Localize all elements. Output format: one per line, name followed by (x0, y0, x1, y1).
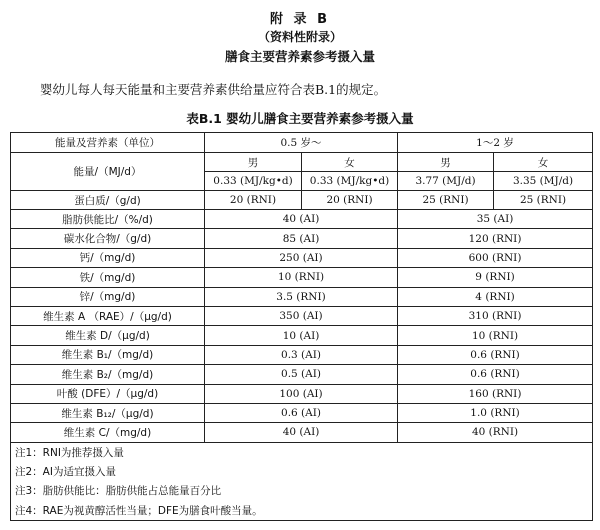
table-row (11, 248, 593, 267)
header-label-cell: 能量及营养素（单位） (11, 133, 205, 153)
energy-sex-row (11, 153, 593, 172)
nutrient-label: 维生素 D/（μg/d) (11, 326, 205, 345)
value-age-1-2: 310 (RNI) (398, 306, 593, 325)
energy-label: 能量/（MJ/d） (11, 153, 205, 191)
value-age-0-5: 0.5 (AI) (205, 365, 398, 384)
value-age-0-5: 0.3 (AI) (205, 345, 398, 364)
table-note: 注3：脂肪供能比：脂肪供能占总能量百分比 (11, 481, 593, 501)
table-row (11, 229, 593, 248)
table-row (11, 287, 593, 306)
value-age-1-2: 10 (RNI) (398, 326, 593, 345)
table-row (11, 326, 593, 345)
table-caption: 表B.1 婴幼儿膳食主要营养素参考摄入量 (186, 111, 414, 126)
protein-value-1: 20 (RNI) (205, 191, 302, 210)
intro-paragraph: 婴幼儿每人每天能量和主要营养素供给量应符合表B.1的规定。 (40, 82, 387, 97)
value-age-0-5: 40 (AI) (205, 210, 398, 229)
value-age-0-5: 350 (AI) (205, 306, 398, 325)
table-row (11, 384, 593, 403)
nutrient-label: 维生素 B₁₂/（μg/d) (11, 403, 205, 422)
energy-value-2: 0.33 (MJ/kg•d) (302, 172, 398, 191)
energy-value-1: 0.33 (MJ/kg•d) (205, 172, 302, 191)
value-age-1-2: 0.6 (RNI) (398, 365, 593, 384)
value-age-0-5: 100 (AI) (205, 384, 398, 403)
nutrient-label: 脂肪供能比/（%/d) (11, 210, 205, 229)
nutrient-label: 铁/（mg/d) (11, 268, 205, 287)
value-age-1-2: 0.6 (RNI) (398, 345, 593, 364)
value-age-1-2: 35 (AI) (398, 210, 593, 229)
value-age-0-5: 85 (AI) (205, 229, 398, 248)
table-row (11, 306, 593, 325)
header-age-1-2: 1～2 岁 (398, 133, 593, 153)
nutrient-label: 维生素 A （RAE）/（μg/d) (11, 306, 205, 325)
table-row (11, 345, 593, 364)
value-age-0-5: 10 (RNI) (205, 268, 398, 287)
energy-value-4: 3.35 (MJ/d) (494, 172, 593, 191)
table-note: 注4：RAE为视黄醇活性当量；DFE为膳食叶酸当量。 (11, 501, 593, 521)
value-age-1-2: 120 (RNI) (398, 229, 593, 248)
nutrient-label: 维生素 B₂/（mg/d) (11, 365, 205, 384)
header-age-0-5: 0.5 岁～ (205, 133, 398, 153)
table-note: 注2：AI为适宜摄入量 (11, 462, 593, 482)
table-row (11, 403, 593, 422)
appendix-type: （资料性附录） (257, 30, 342, 44)
value-age-1-2: 1.0 (RNI) (398, 403, 593, 422)
energy-male-1: 男 (205, 153, 302, 172)
table-row (11, 365, 593, 384)
value-age-1-2: 40 (RNI) (398, 423, 593, 442)
table-header-row (11, 133, 593, 153)
protein-value-4: 25 (RNI) (494, 191, 593, 210)
energy-value-3: 3.77 (MJ/d) (398, 172, 494, 191)
note-row (11, 462, 593, 482)
nutrient-label: 锌/（mg/d) (11, 287, 205, 306)
value-age-0-5: 250 (AI) (205, 248, 398, 267)
value-age-0-5: 3.5 (RNI) (205, 287, 398, 306)
energy-male-2: 男 (398, 153, 494, 172)
protein-row (11, 191, 593, 210)
value-age-0-5: 0.6 (AI) (205, 403, 398, 422)
protein-value-3: 25 (RNI) (398, 191, 494, 210)
table-note: 注1：RNI为推荐摄入量 (11, 442, 593, 462)
nutrient-label: 碳水化合物/（g/d) (11, 229, 205, 248)
value-age-1-2: 600 (RNI) (398, 248, 593, 267)
nutrient-label: 维生素 B₁/（mg/d) (11, 345, 205, 364)
value-age-0-5: 40 (AI) (205, 423, 398, 442)
nutrient-label: 维生素 C/（mg/d) (11, 423, 205, 442)
appendix-heading: 附 录 B (270, 12, 330, 27)
value-age-1-2: 9 (RNI) (398, 268, 593, 287)
value-age-1-2: 160 (RNI) (398, 384, 593, 403)
value-age-1-2: 4 (RNI) (398, 287, 593, 306)
appendix-title: 膳食主要营养素参考摄入量 (224, 49, 375, 64)
nutrient-label: 钙/（mg/d) (11, 248, 205, 267)
protein-value-2: 20 (RNI) (302, 191, 398, 210)
energy-female-2: 女 (494, 153, 593, 172)
table-row (11, 268, 593, 287)
note-row (11, 501, 593, 521)
nutrient-label: 叶酸 (DFE）/（μg/d) (11, 384, 205, 403)
table-row (11, 423, 593, 442)
note-row (11, 442, 593, 462)
energy-female-1: 女 (302, 153, 398, 172)
table-row (11, 210, 593, 229)
note-row (11, 481, 593, 501)
value-age-0-5: 10 (AI) (205, 326, 398, 345)
protein-label: 蛋白质/（g/d) (11, 191, 205, 210)
nutrient-table (10, 132, 593, 521)
